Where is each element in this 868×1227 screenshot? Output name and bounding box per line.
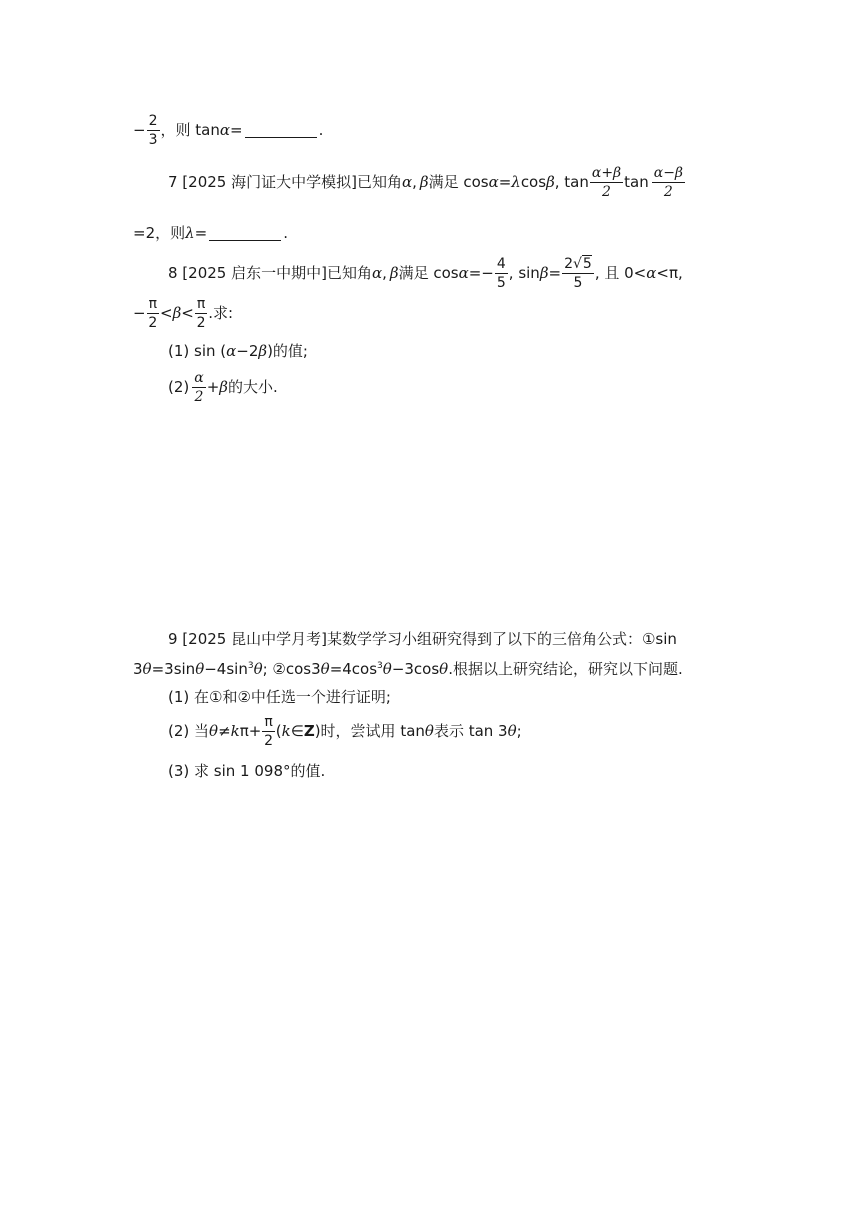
sub1-text: (1) 在①和②中任选一个进行证明; bbox=[168, 688, 391, 706]
cos-text: cos bbox=[520, 173, 547, 191]
beta-symbol: β bbox=[219, 378, 228, 396]
q8-line-2 bbox=[133, 296, 233, 331]
q7-header: 7 [2025 海门证大中学模拟]已知角 bbox=[168, 173, 402, 191]
exponent: 3 bbox=[247, 661, 254, 671]
equals-sign: = bbox=[194, 224, 208, 242]
lambda-symbol: λ bbox=[511, 173, 521, 191]
alpha-symbol: α bbox=[401, 173, 413, 191]
sub2-label: (2) bbox=[168, 378, 190, 396]
text: .根据以上研究结论，研究以下问题. bbox=[448, 660, 683, 678]
frac-numerator: 2 bbox=[148, 113, 158, 129]
fraction-alpha-plus-beta-over-2 bbox=[590, 165, 623, 200]
integers-symbol: Z bbox=[303, 722, 315, 740]
frac-numerator: 4 bbox=[496, 256, 506, 272]
q9-sub-3 bbox=[168, 764, 325, 779]
element-of: ∈ bbox=[290, 722, 304, 740]
period: . bbox=[283, 224, 288, 242]
theta-symbol: θ bbox=[439, 660, 449, 678]
q9-sub-1 bbox=[168, 690, 391, 705]
paren: ( bbox=[275, 722, 282, 740]
fraction-pi-over-2 bbox=[195, 296, 207, 331]
exponent: 3 bbox=[377, 661, 383, 671]
q7-satisfy-text: 满足 cos bbox=[428, 173, 489, 191]
sub1-mid: −2 bbox=[236, 342, 259, 360]
q9-line-1 bbox=[168, 632, 677, 647]
beta-symbol: β bbox=[389, 264, 399, 282]
beta-symbol: β bbox=[258, 342, 268, 360]
q7-line-1 bbox=[168, 165, 686, 200]
theta-symbol: θ bbox=[253, 660, 263, 678]
comma: , bbox=[412, 173, 417, 191]
frac-numerator: π bbox=[264, 714, 273, 730]
sub1-label: (1) sin ( bbox=[168, 342, 227, 360]
text: )时，尝试用 tan bbox=[314, 722, 425, 740]
alpha-symbol: α bbox=[371, 264, 383, 282]
sub3-text: (3) 求 sin 1 098°的值. bbox=[168, 762, 326, 780]
frac-numerator: α+β bbox=[591, 165, 622, 181]
text: 3 bbox=[133, 660, 143, 678]
period: . bbox=[318, 121, 324, 139]
theta-symbol: θ bbox=[382, 660, 392, 678]
beta-symbol: β bbox=[419, 173, 429, 191]
text: =4cos bbox=[329, 660, 378, 678]
equals-sign: = bbox=[548, 264, 562, 282]
beta-symbol: β bbox=[539, 264, 549, 282]
beta-symbol: β bbox=[172, 304, 182, 322]
frac-numerator: α−β bbox=[653, 165, 684, 181]
sub1-end: )的值; bbox=[267, 342, 308, 360]
frac-denominator: 5 bbox=[496, 275, 506, 291]
condition-text: , 且 0< bbox=[594, 264, 647, 282]
less-than: < bbox=[160, 304, 173, 322]
answer-blank[interactable] bbox=[209, 226, 281, 241]
comma: , bbox=[382, 264, 387, 282]
k-symbol: k bbox=[230, 722, 240, 740]
k-symbol: k bbox=[281, 722, 291, 740]
q8-line-1 bbox=[168, 256, 683, 291]
lambda-symbol: λ bbox=[185, 224, 195, 242]
text: −3cos bbox=[391, 660, 440, 678]
q7-line-2 bbox=[133, 226, 288, 241]
tan-text: , tan bbox=[554, 173, 589, 191]
frac-numerator: α bbox=[194, 370, 204, 386]
frac-numerator: 2√5 bbox=[564, 256, 592, 272]
fraction-alpha-over-2 bbox=[192, 370, 205, 405]
text: π+ bbox=[239, 722, 262, 740]
sub2-end: 的大小. bbox=[227, 378, 278, 396]
fraction-four-fifths bbox=[495, 256, 508, 291]
plus-sign: + bbox=[206, 378, 220, 396]
beta-symbol: β bbox=[546, 173, 555, 191]
fraction-pi-over-2 bbox=[262, 714, 274, 749]
theta-symbol: θ bbox=[424, 722, 434, 740]
frac-numerator: π bbox=[148, 296, 158, 312]
frac-denominator: 5 bbox=[573, 275, 583, 291]
text: =3sin bbox=[151, 660, 196, 678]
q9-sub-2 bbox=[168, 714, 522, 749]
q8-sub-2 bbox=[168, 370, 278, 405]
text: −4sin bbox=[204, 660, 248, 678]
equals-minus: =− bbox=[468, 264, 494, 282]
alpha-symbol: α bbox=[646, 264, 657, 282]
frac-numerator: π bbox=[196, 296, 206, 312]
tan-text: tan bbox=[624, 173, 649, 191]
theta-symbol: θ bbox=[507, 722, 517, 740]
sin-text: , sin bbox=[508, 264, 540, 282]
frac-denominator: 2 bbox=[196, 315, 206, 331]
equals-sign: = bbox=[230, 121, 243, 139]
text: (2) 当 bbox=[168, 722, 210, 740]
answer-blank[interactable] bbox=[245, 123, 317, 138]
frac-denominator: 2 bbox=[663, 184, 673, 200]
condition-text-2: <π, bbox=[656, 264, 683, 282]
not-equal: ≠ bbox=[218, 722, 231, 740]
alpha-symbol: α bbox=[219, 121, 230, 139]
q6-tail-line bbox=[133, 113, 323, 148]
fraction-alpha-minus-beta-over-2 bbox=[652, 165, 685, 200]
fraction-pi-over-2 bbox=[147, 296, 159, 331]
q8-satisfy-text: 满足 cos bbox=[398, 264, 459, 282]
frac-denominator: 2 bbox=[264, 733, 274, 749]
sqrt-radicand: 5 bbox=[582, 256, 592, 272]
q7-eq-text: =2，则 bbox=[133, 224, 186, 242]
theta-symbol: θ bbox=[142, 660, 152, 678]
frac-denominator: 2 bbox=[602, 184, 611, 200]
text: 表示 tan 3 bbox=[433, 722, 508, 740]
theta-symbol: θ bbox=[209, 722, 219, 740]
q9-line-2 bbox=[133, 662, 683, 677]
alpha-symbol: α bbox=[458, 264, 469, 282]
theta-symbol: θ bbox=[320, 660, 330, 678]
q8-header: 8 [2025 启东一中期中]已知角 bbox=[168, 264, 372, 282]
coefficient: 2 bbox=[564, 256, 573, 272]
less-than: < bbox=[181, 304, 194, 322]
minus-sign: − bbox=[133, 304, 146, 322]
text: ; ②cos3 bbox=[262, 660, 321, 678]
fraction-two-root-five-over-five bbox=[562, 256, 594, 291]
q8-sub-1 bbox=[168, 344, 308, 359]
alpha-symbol: α bbox=[226, 342, 237, 360]
equals-sign: = bbox=[498, 173, 512, 191]
q9-line1-text: 9 [2025 昆山中学月考]某数学学习小组研究得到了以下的三倍角公式：①sin bbox=[168, 630, 677, 648]
theta-symbol: θ bbox=[195, 660, 205, 678]
frac-denominator: 2 bbox=[194, 389, 204, 405]
fraction-two-thirds bbox=[147, 113, 160, 148]
ask-text: .求: bbox=[208, 304, 234, 322]
frac-denominator: 3 bbox=[148, 132, 158, 148]
alpha-symbol: α bbox=[488, 173, 499, 191]
text: ; bbox=[516, 722, 522, 740]
q6-text: ，则 tan bbox=[160, 121, 220, 139]
frac-denominator: 2 bbox=[148, 315, 158, 331]
minus-sign: − bbox=[133, 121, 146, 139]
